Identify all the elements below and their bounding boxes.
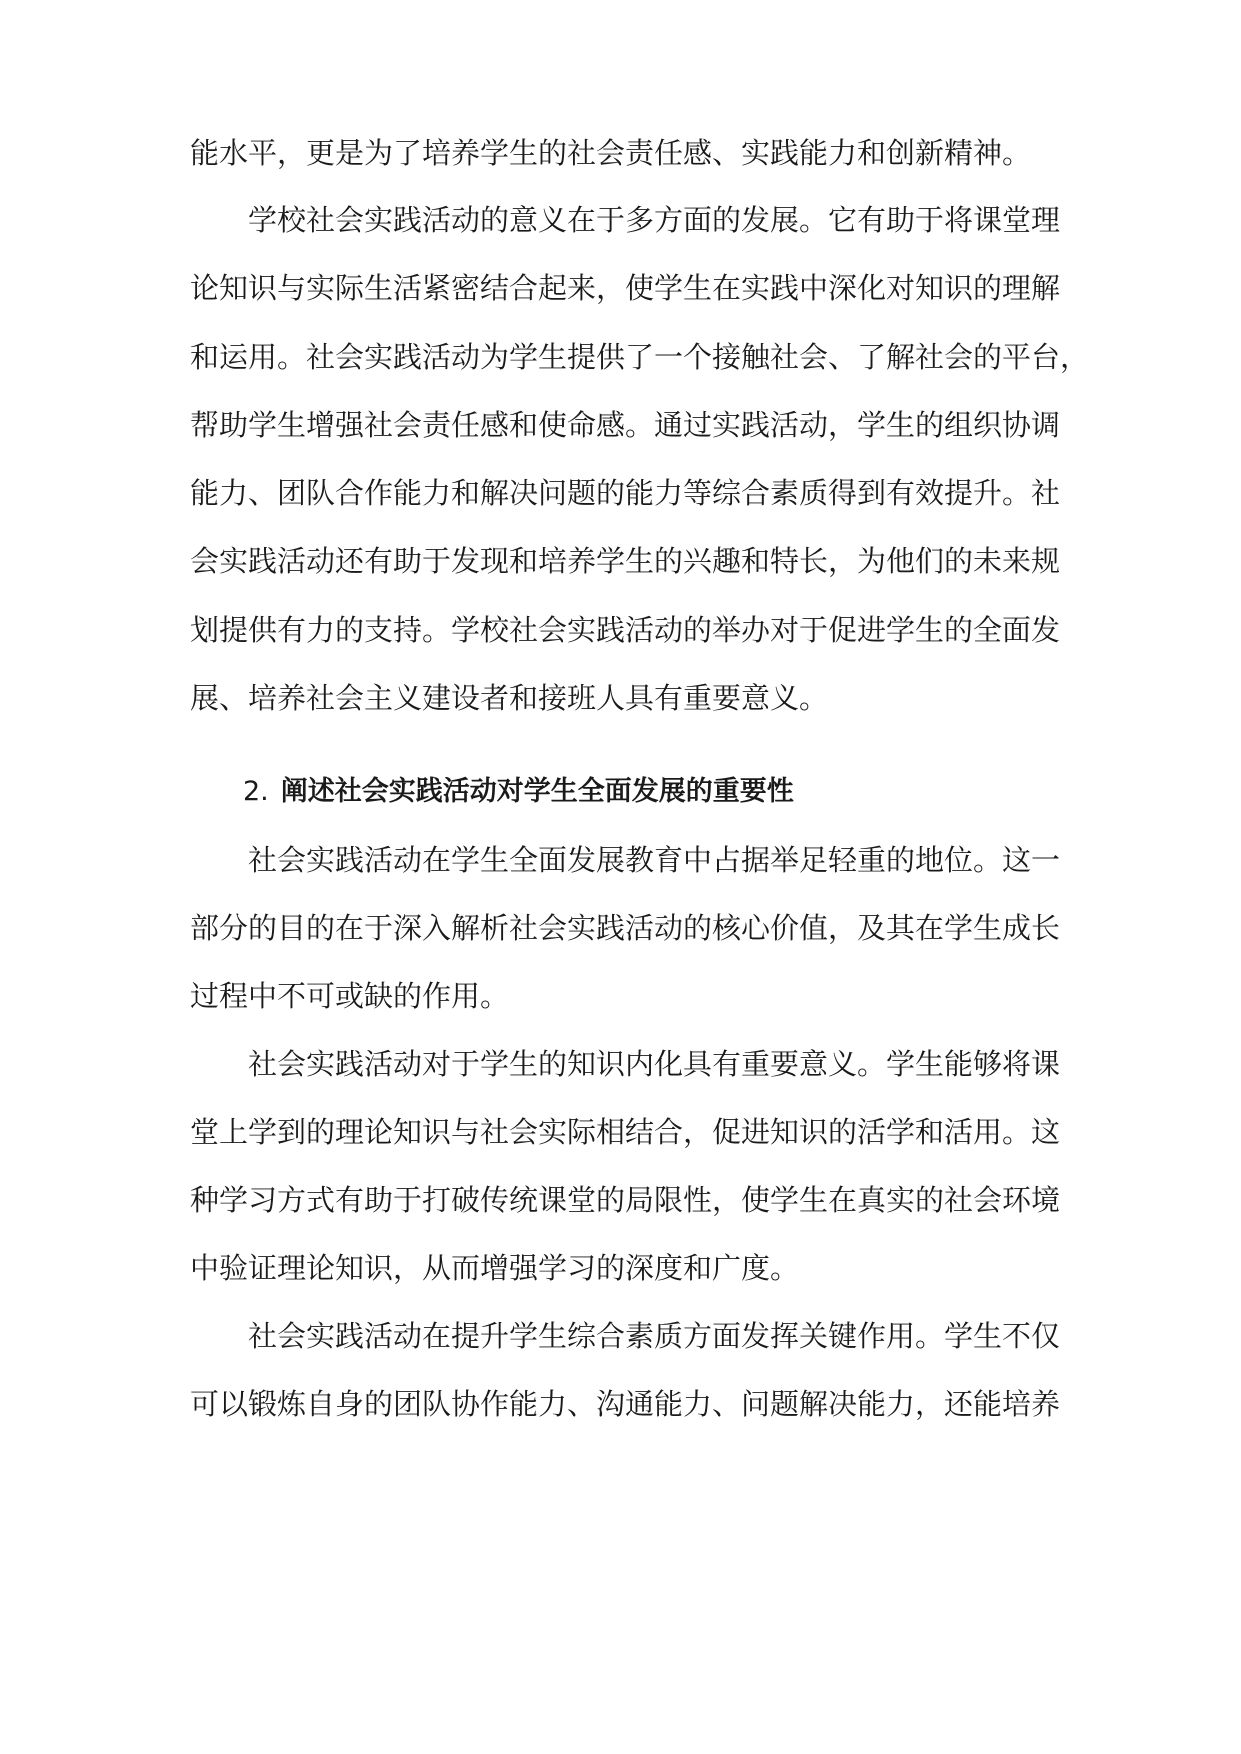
paragraph-line: 和运用。社会实践活动为学生提供了一个接触社会、了解社会的平台， [190, 340, 1090, 374]
paragraph-line: 展、培养社会主义建设者和接班人具有重要意义。 [190, 681, 829, 715]
section-title: 阐述社会实践活动对学生全面发展的重要性 [280, 776, 794, 807]
paragraph-line: 社会实践活动在提升学生综合素质方面发挥关键作用。学生不仅 [248, 1319, 1061, 1353]
paragraph-line: 能力、团队合作能力和解决问题的能力等综合素质得到有效提升。社 [190, 476, 1061, 510]
paragraph-line: 社会实践活动在学生全面发展教育中占据举足轻重的地位。这一 [248, 843, 1061, 877]
paragraph-line: 会实践活动还有助于发现和培养学生的兴趣和特长，为他们的未来规 [190, 544, 1061, 578]
paragraph-line: 划提供有力的支持。学校社会实践活动的举办对于促进学生的全面发 [190, 613, 1061, 647]
paragraph-line: 可以锻炼自身的团队协作能力、沟通能力、问题解决能力，还能培养 [190, 1387, 1061, 1421]
paragraph-line: 部分的目的在于深入解析社会实践活动的核心价值，及其在学生成长 [190, 911, 1061, 945]
paragraph-line: 论知识与实际生活紧密结合起来，使学生在实践中深化对知识的理解 [190, 271, 1061, 305]
paragraph-line: 过程中不可或缺的作用。 [190, 979, 510, 1013]
paragraph-line: 种学习方式有助于打破传统课堂的局限性，使学生在真实的社会环境 [190, 1183, 1061, 1217]
paragraph-line: 中验证理论知识，从而增强学习的深度和广度。 [190, 1251, 800, 1285]
section-number: 2. [243, 776, 269, 807]
section-heading [243, 772, 794, 812]
paragraph-line: 帮助学生增强社会责任感和使命感。通过实践活动，学生的组织协调 [190, 408, 1061, 442]
paragraph-line: 能水平，更是为了培养学生的社会责任感、实践能力和创新精神。 [190, 136, 1032, 170]
paragraph-line: 堂上学到的理论知识与社会实际相结合，促进知识的活学和活用。这 [190, 1115, 1061, 1149]
paragraph-line: 社会实践活动对于学生的知识内化具有重要意义。学生能够将课 [248, 1047, 1061, 1081]
paragraph-line: 学校社会实践活动的意义在于多方面的发展。它有助于将课堂理 [248, 203, 1061, 237]
